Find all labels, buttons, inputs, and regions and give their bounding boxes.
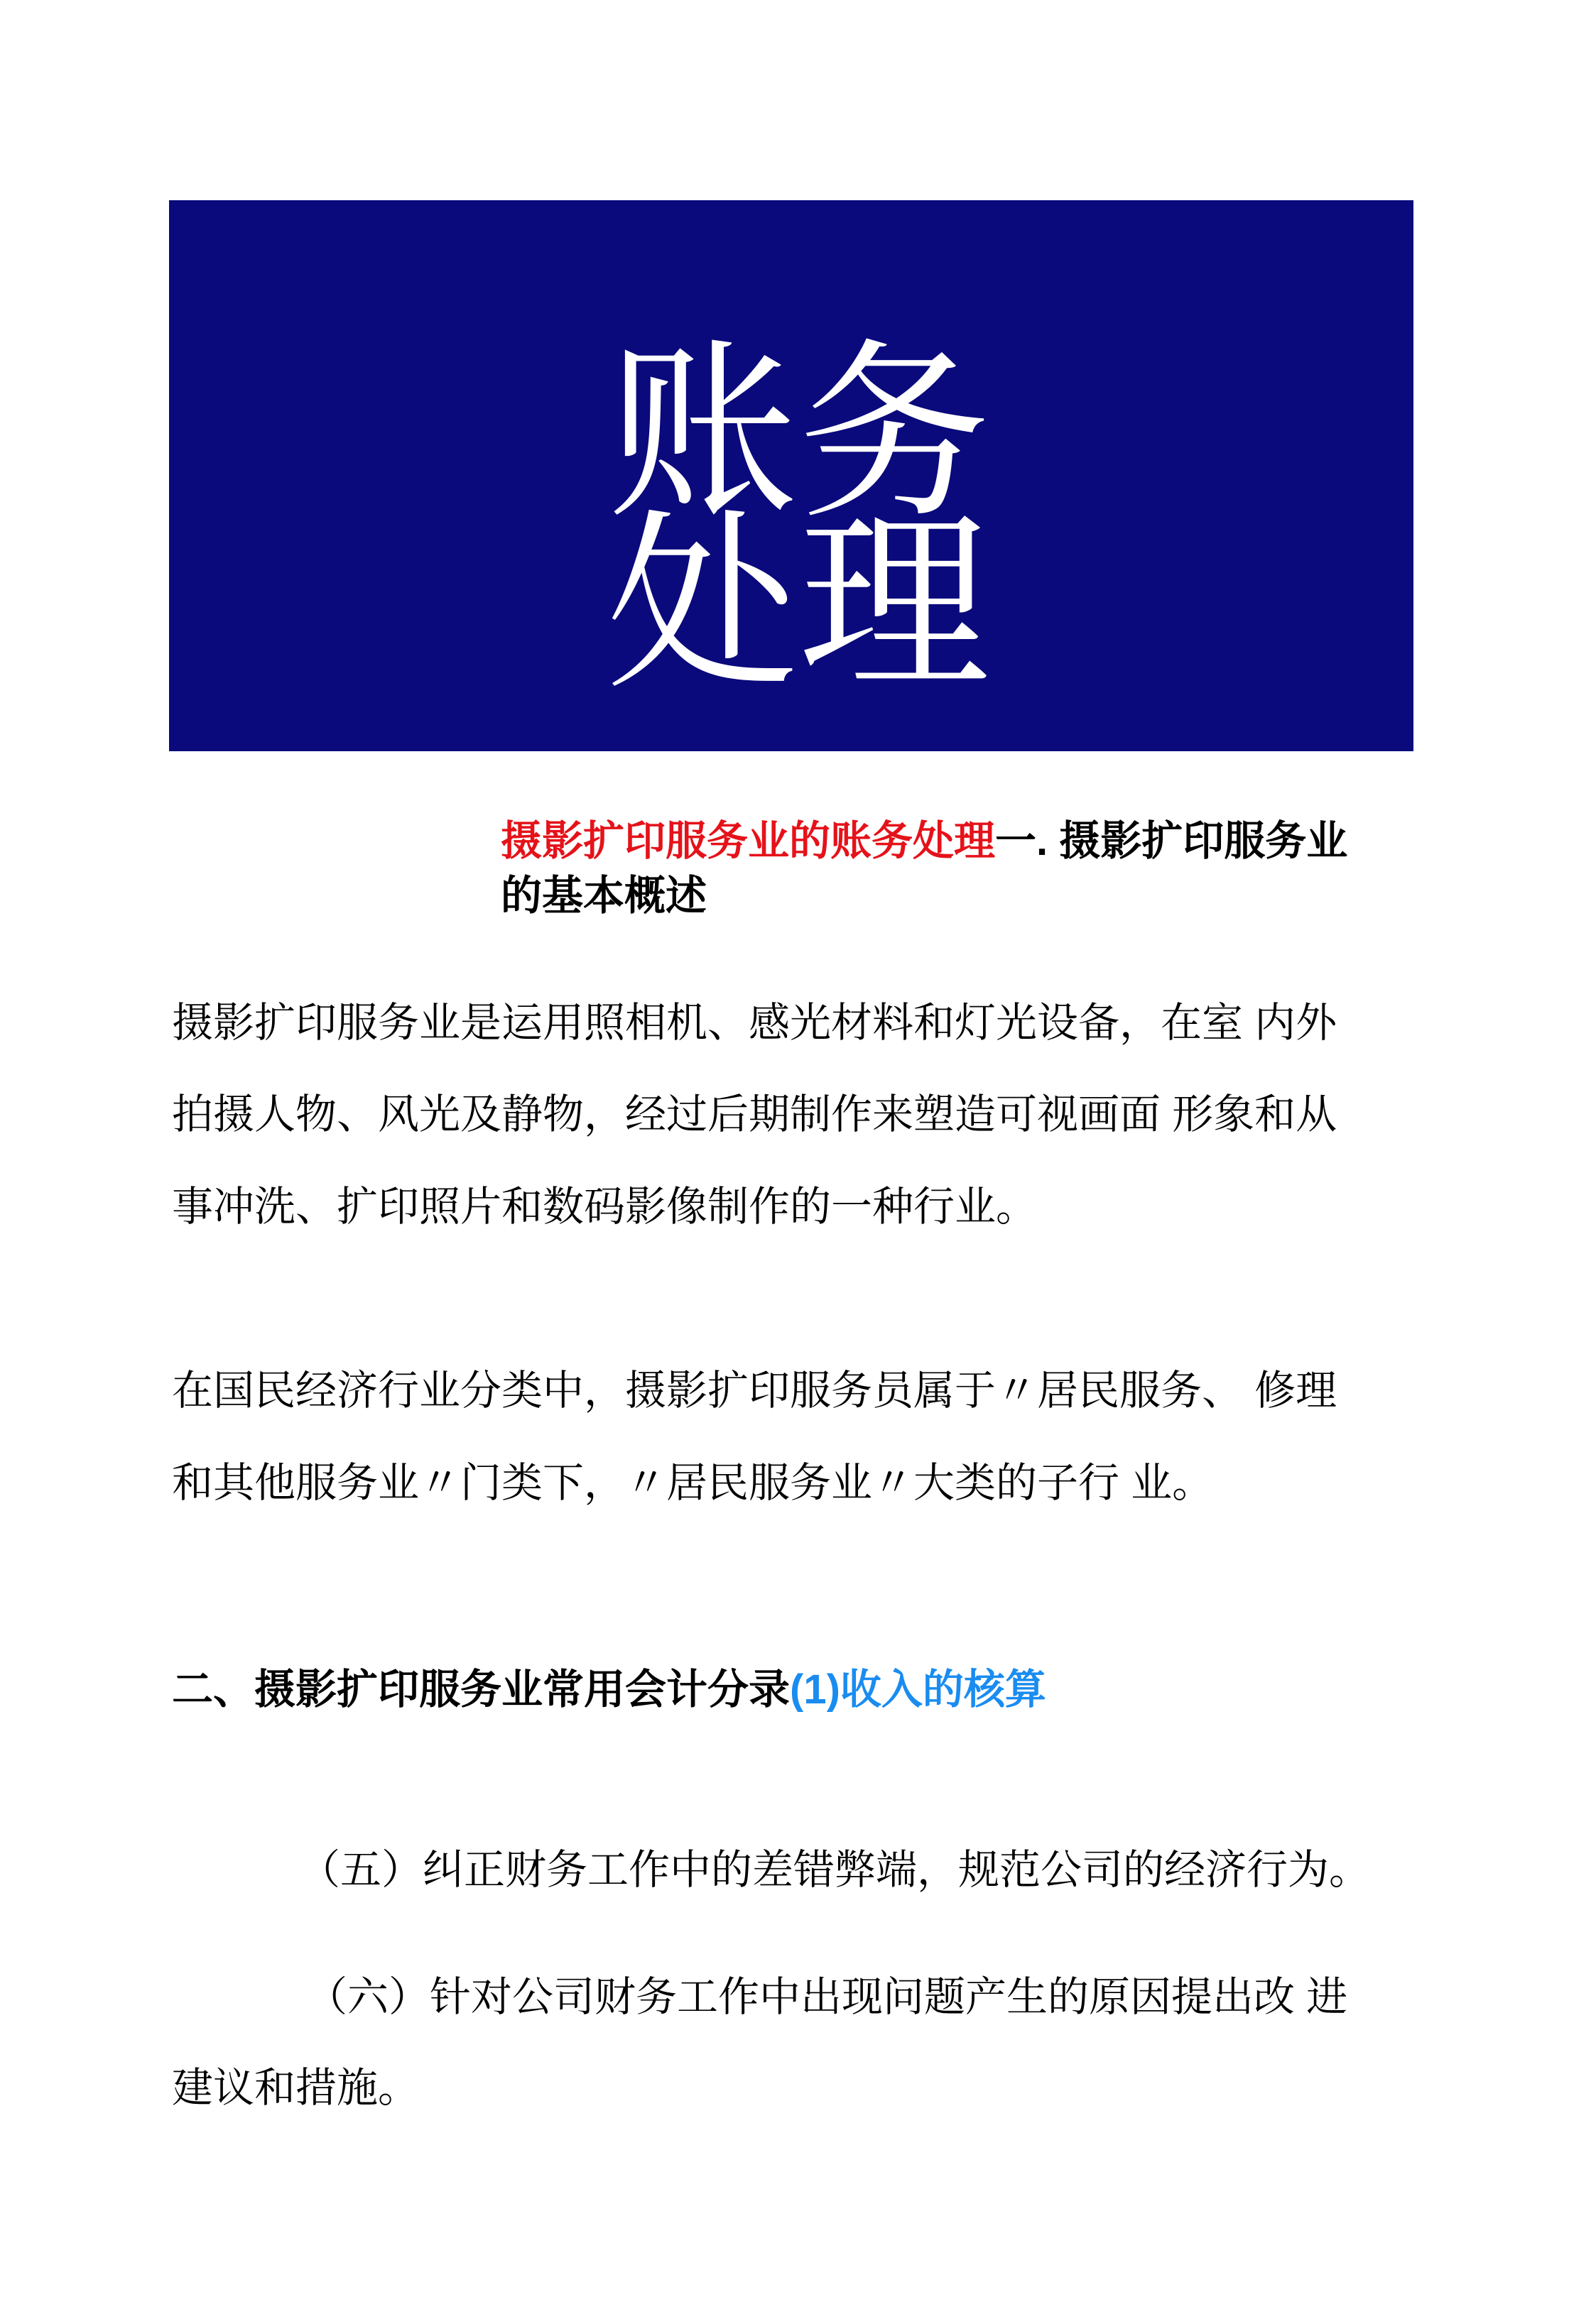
item-5: （五）纠正财务工作中的差错弊端，规范公司的经济行为。 xyxy=(299,1847,1371,1893)
heading-blue: (1)收入的核算 xyxy=(790,1666,1046,1713)
subtitle-red: 摄影扩印服务业的账务处理 xyxy=(501,818,996,864)
paragraph-2-line: 和其他服务业〃门类下，〃居民服务业〃大类的子行 业。 xyxy=(172,1460,1214,1506)
heading-black: 二、摄影扩印服务业常用会计分录 xyxy=(172,1666,791,1713)
paragraph-1-line: 拍摄人物、风光及静物，经过后期制作来塑造可视画面 形象和从 xyxy=(172,1091,1337,1138)
subtitle-black: 一. 摄影扩印服务业 xyxy=(995,818,1348,864)
title-banner xyxy=(169,200,1413,751)
banner-title-line1: 账务 xyxy=(607,327,990,541)
banner-title-line2: 处理 xyxy=(607,498,990,711)
subtitle-line2: 的基本概述 xyxy=(501,873,707,919)
paragraph-2-line: 在国民经济行业分类中，摄影扩印服务员属于〃居民服务、 修理 xyxy=(172,1368,1337,1414)
section-heading-2 xyxy=(172,1665,1046,1715)
item-6-line1: （六）针对公司财务工作中出现问题产生的原因提出改 进 xyxy=(306,1974,1348,2020)
subtitle-line1 xyxy=(501,817,1347,866)
item-6-line2: 建议和措施。 xyxy=(172,2065,420,2111)
paragraph-1-line: 事冲洗、扩印照片和数码影像制作的一种行业。 xyxy=(172,1184,1038,1230)
paragraph-1-line: 摄影扩印服务业是运用照相机、感光材料和灯光设备，在室 内外 xyxy=(172,1000,1337,1046)
